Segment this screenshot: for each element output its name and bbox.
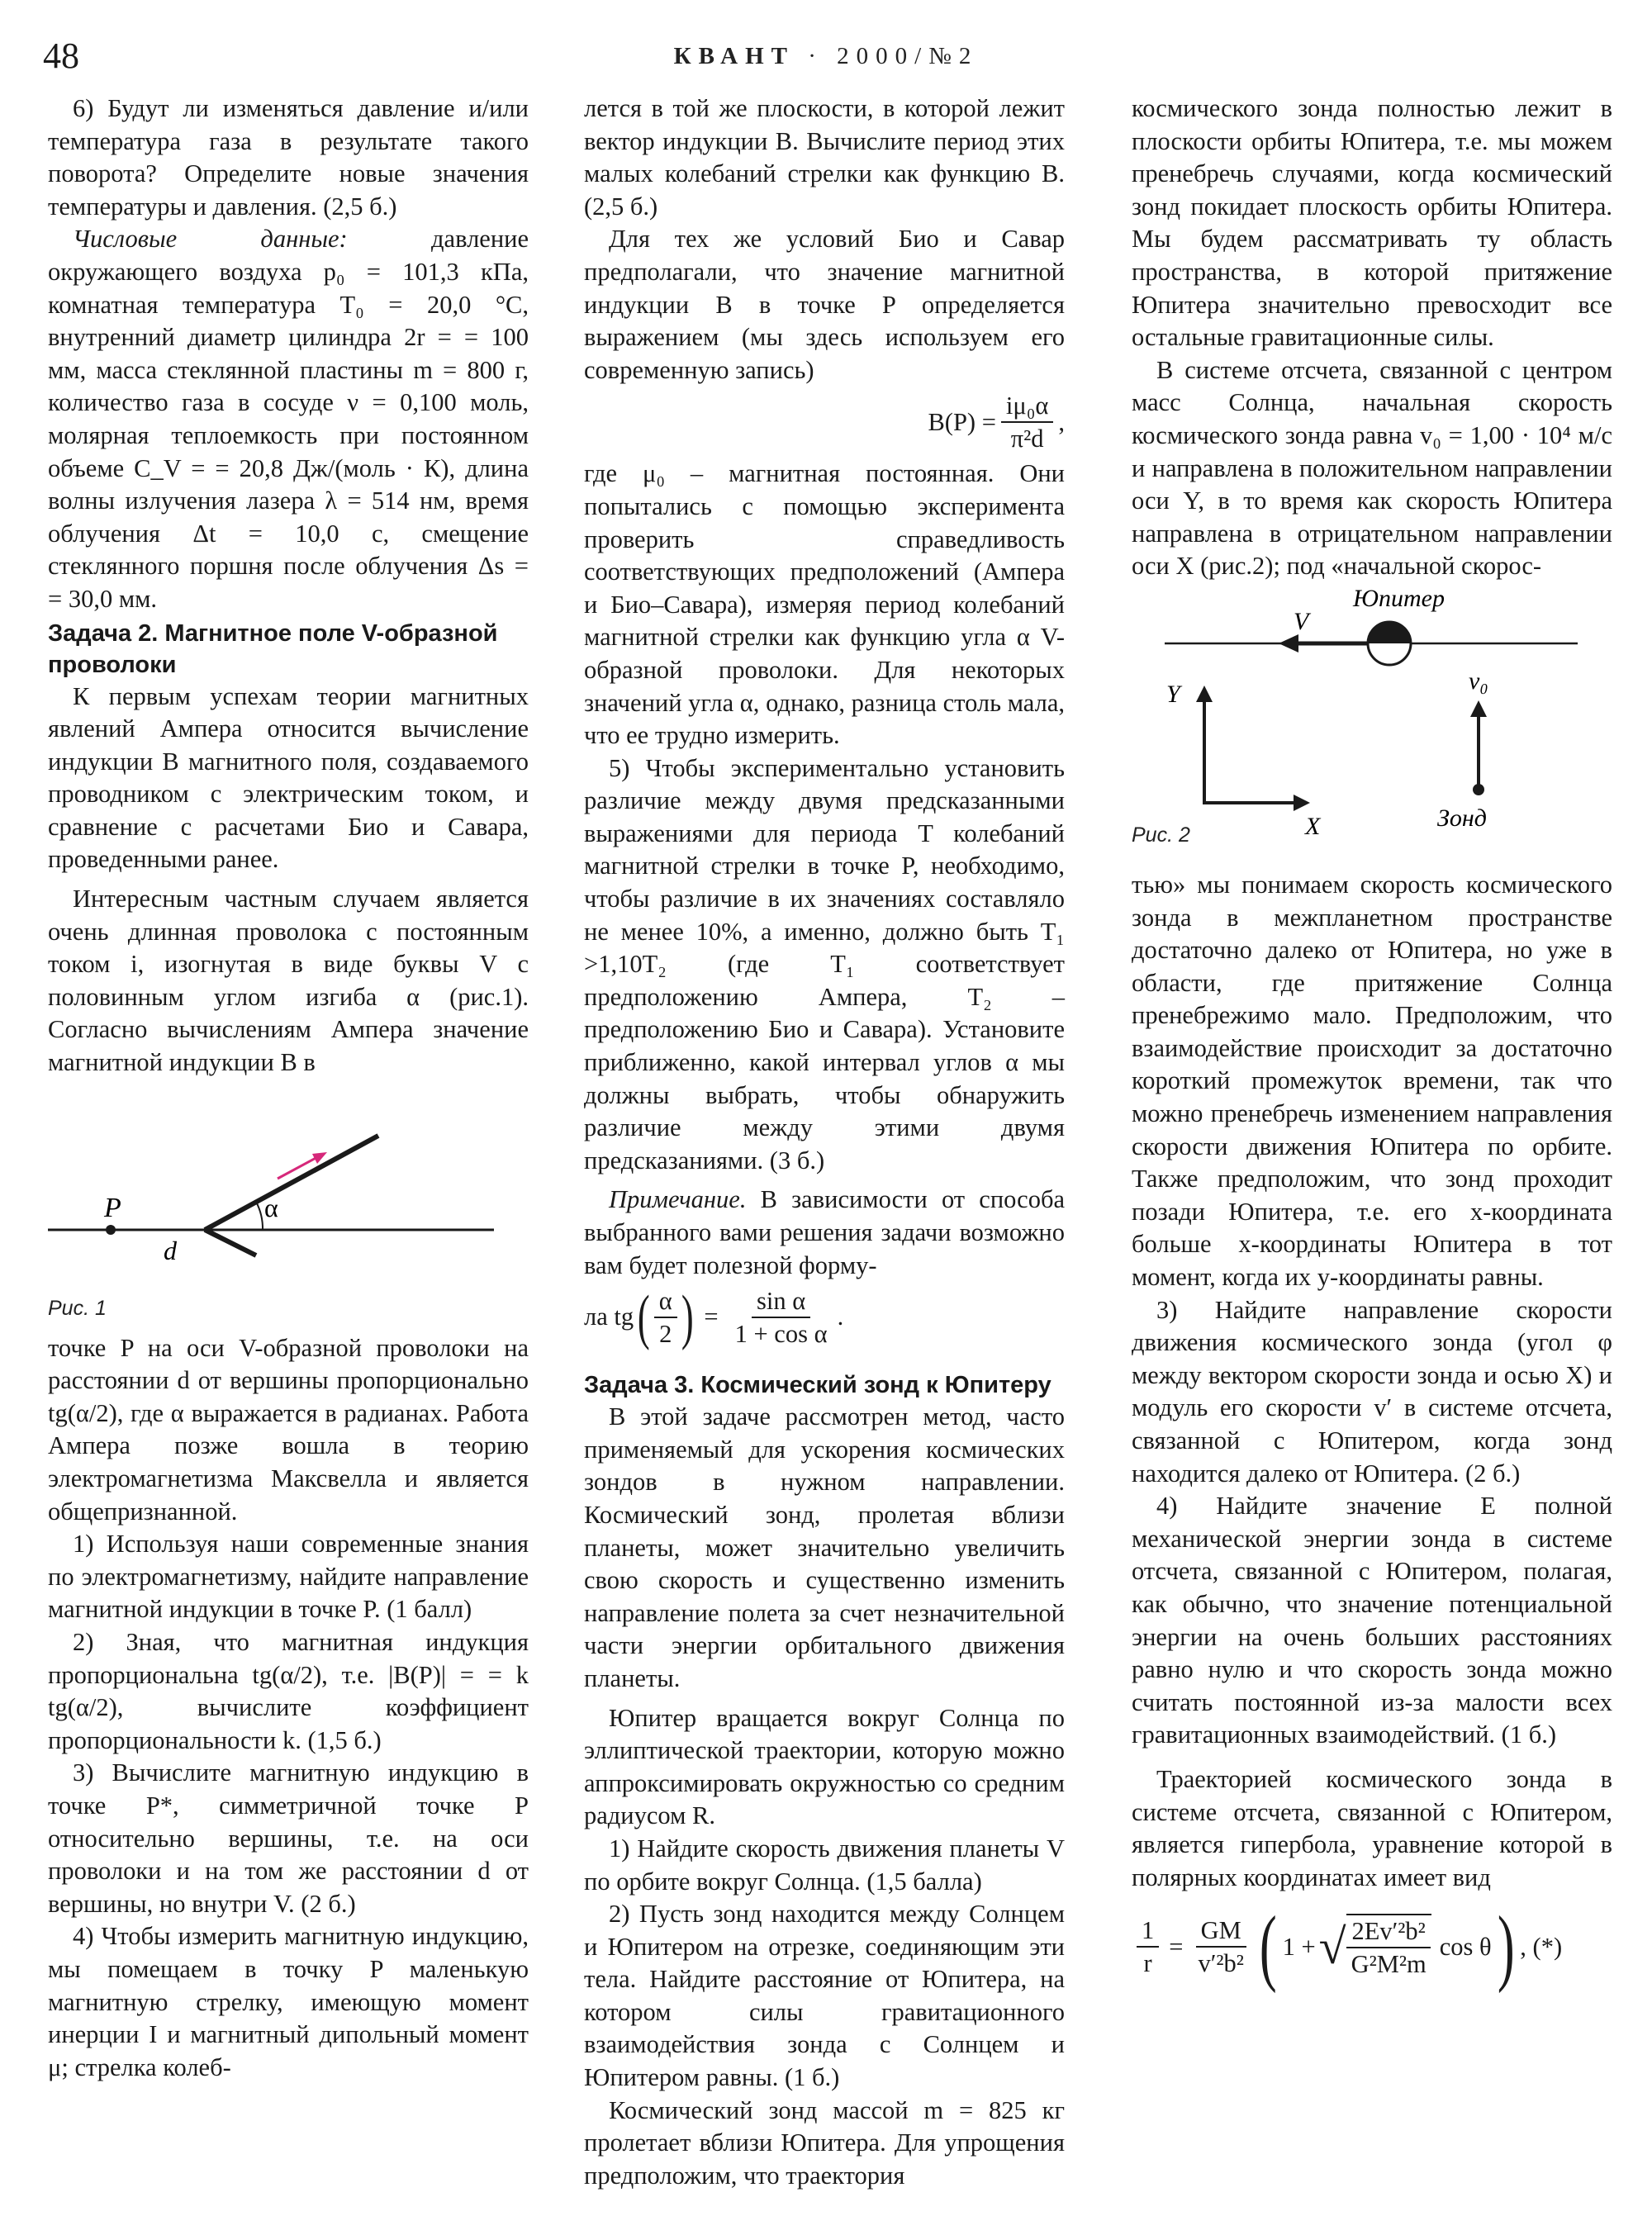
paragraph: лется в той же плоскости, в которой лежит вектор индукции B. Вычислите период этих малых колебаний стрелки как функцию B. (2,5 б.) xyxy=(584,94,1065,221)
eq-equals: = xyxy=(1169,1932,1184,1961)
formula-rhs-fraction xyxy=(730,1285,833,1350)
angle-arc xyxy=(256,1202,263,1230)
paren-open: ( xyxy=(638,1284,650,1352)
paragraph-note xyxy=(584,1184,1065,1282)
eq-cos: cos θ xyxy=(1439,1932,1492,1961)
figure-1-caption: Рис. 1 xyxy=(48,1296,107,1320)
paragraph: 5) Чтобы экспериментально установить различие между двумя предсказанными выражениями для периода T колебаний магнитной стрелки в точке P, необходимо, чтобы различие в их значениях составляло не менее 10%, а именно, должно быть T₁ >1,10T₂ (где T₁ соответствует предположению Ампера, T₂ – предположению Био и Савара). Установите приближенно, какой интервал углов α мы должны выбрать, чтобы обнаружить различие между этими двумя предсказаниями. (3 б.) xyxy=(584,753,1065,1174)
paragraph: К первым успехам теории магнитных явлений Ампера относится вычисление индукции B магнитного поля, создаваемого проводником с электрическим током, и сравнение с расчетами Био и Савара, проведенными ранее. xyxy=(48,681,529,874)
paragraph: 2) Зная, что магнитная индукция пропорциональна tg(α/2), т.е. |B(P)| = = k tg(α/2), вычислите коэффициент пропорциональности k. (1,5 б.) xyxy=(48,1627,529,1754)
paragraph: космического зонда полностью лежит в плоскости орбиты Юпитера, т.е. мы можем пренебречь случаями, когда космический зонд покидает плоскость орбиты Юпитера. Мы будем рассматривать ту область пространства, в которой притяжение Юпитера значительно превосходит все остальные гравитационные силы. xyxy=(1132,94,1612,352)
probe-marker xyxy=(1473,784,1484,795)
axis-X-arrowhead xyxy=(1294,795,1310,811)
page-number: 48 xyxy=(43,36,79,76)
eq-lhs-fraction xyxy=(1137,1915,1159,1979)
jupiter-shade xyxy=(1368,622,1411,643)
task2-title: Задача 2. Магнитное поле V-образной проволоки xyxy=(48,619,498,678)
task3-title: Задача 3. Космический зонд к Юпитеру xyxy=(584,1372,1051,1399)
probe-velocity-arrowhead xyxy=(1470,700,1487,717)
formula-numerator: iμ₀α xyxy=(1001,390,1053,423)
paragraph: 6) Будут ли изменяться давление и/или температура газа в результате такого поворота? Определите новые значения температуры и давления. (2,5 б.) xyxy=(48,94,529,221)
paragraph: Юпитер вращается вокруг Солнца по эллиптической траектории, которую можно аппроксимировать окружностью со средним радиусом R. xyxy=(584,1703,1065,1830)
formula-tail: , xyxy=(1058,407,1065,436)
formula-end: . xyxy=(837,1303,844,1331)
numeric-data-body: давление окружающего воздуха p₀ = 101,3 кПа, комнатная температура T₀ = 20,0 °С, внутренний диаметр цилиндра 2r = = 100 мм, масса стеклянной пластины m = 800 г, количество газа в сосуде ν = 0,100 моль, молярная теплоемкость при постоянном объеме C_V = = 20,8 Дж/(моль · К), длина волны излучения лазера λ = 514 нм, время облучения Δt = 10,0 с, смещение стеклянного поршня после облучения Δs = = 30,0 мм. xyxy=(48,225,529,613)
wire-lower xyxy=(205,1230,256,1255)
formula-biot-savart xyxy=(584,390,1065,454)
paragraph: тью» мы понимаем скорость космического зонда в межпланетном пространстве достаточно далеко от Юпитера, но уже в области, где притяжение Солнца пренебрежимо мало. Предположим, что взаимодействие происходит за достаточно короткий промежуток времени, так что можно пренебречь изменением направления скорости движения Юпитера по орбите. Также предположим, что зонд проходит позади Юпитера, т.е. его x-координата больше x-координаты Юпитера в тот момент, когда их y-координаты равны. xyxy=(1132,870,1612,1292)
running-head xyxy=(0,43,1652,70)
eq-root-numerator: 2Ev′²b² xyxy=(1346,1915,1430,1948)
wire-upper xyxy=(205,1136,378,1230)
paragraph: 4) Чтобы измерить магнитную индукцию, мы помещаем в точку P маленькую магнитную стрелку, имеющую момент инерции I и магнитный дипольный момент μ; стрелка колеб- xyxy=(48,1922,529,2081)
eq-root-fraction xyxy=(1346,1914,1431,1980)
eq-lhs-denominator: r xyxy=(1143,1949,1152,1978)
paragraph-numeric-data xyxy=(48,223,529,615)
note-lead: Примечание. xyxy=(609,1185,747,1214)
paragraph: В этой задаче рассмотрен метод, часто применяемый для ускорения космических зондов в нужном направлении. Космический зонд, пролетая вблизи планеты, может значительно увеличить свою скорость и существенно изменить направление полета за счет незначительной части энергии орбитального движения планеты. xyxy=(584,1402,1065,1692)
paragraph: Интересным частным случаем является очень длинная проволока с постоянным током i, изогнутая в виде буквы V с половинным углом изгиба α (рис.1). Согласно вычислениям Ампера значение магнитной индукции B в xyxy=(48,885,529,1077)
label-P: P xyxy=(104,1192,121,1223)
paragraph: где μ₀ – магнитная постоянная. Они попытались с помощью эксперимента проверить справедливость соответствующих предположений (Ампера и Био–Савара), измеряя период колебаний магнитной стрелки как функцию угла α V-образной проволоки. Для некоторых значений угла α, однако, разница столь мала, что ее трудно измерить. xyxy=(584,459,1065,750)
formula-hyperbola xyxy=(1132,1899,1612,1995)
point-P-marker xyxy=(106,1225,116,1235)
eq-tag: , (*) xyxy=(1520,1932,1563,1961)
formula-half-angle xyxy=(584,1285,1065,1350)
formula-arg-fraction xyxy=(654,1285,677,1350)
formula-rhs-numerator: sin α xyxy=(752,1285,810,1318)
column-right xyxy=(1132,93,1612,1993)
paragraph: Для тех же условий Био и Савар предполагали, что значение магнитной индукции B в точке P определяется выражением (мы здесь используем его современную запись) xyxy=(584,225,1065,384)
eq-root-denominator: G²M²m xyxy=(1351,1950,1427,1979)
eq-gm-fraction xyxy=(1193,1915,1248,1979)
paragraph: 2) Пусть зонд находится между Солнцем и Юпитером на отрезке, соединяющим эти тела. Найдите расстояние от Юпитера, на котором силы гравитационного взаимодействия зонда с Солнцем и Юпитером равны. (1 б.) xyxy=(584,1900,1065,2092)
label-V: V xyxy=(1294,607,1309,635)
eq-one-plus: 1 + xyxy=(1282,1932,1316,1961)
formula-denominator: π²d xyxy=(1010,425,1044,453)
column-left xyxy=(48,93,529,2084)
label-X: X xyxy=(1305,812,1321,838)
column-middle xyxy=(584,93,1065,2192)
current-arrow xyxy=(278,1156,319,1179)
paragraph: 1) Используя наши современные знания по электромагнетизму, найдите направление магнитной индукции в точке P. (1 балл) xyxy=(48,1530,529,1624)
formula-fraction xyxy=(1001,390,1053,454)
formula-lhs: B(P) = xyxy=(928,407,996,436)
paragraph: В системе отсчета, связанной с центром масс Солнца, начальная скорость космического зонда равна v₀ = 1,00 · 10⁴ м/с и направлена в положительном направлении оси Y, в то время как скорость Юпитера направлена в отрицательном направлении оси X (рис.2); под «начальной скорос- xyxy=(1132,355,1612,581)
figure-2-diagram xyxy=(1132,590,1612,838)
paragraph: 3) Найдите направление скорости движения космического зонда (угол φ между вектором скорости зонда и осью X) и модуль его скорости v′ в системе отсчета, связанной с Юпитером, когда зонд находится далеко от Юпитера. (2 б.) xyxy=(1132,1295,1612,1488)
label-d: d xyxy=(164,1235,177,1265)
figure-2 xyxy=(1132,590,1612,862)
eq-paren-open: ( xyxy=(1259,1899,1277,1995)
eq-sqrt-sign: √ xyxy=(1318,1919,1346,1974)
formula-equals: = xyxy=(704,1303,719,1331)
paren-close: ) xyxy=(681,1284,694,1352)
eq-gm-numerator: GM xyxy=(1196,1915,1246,1948)
eq-lhs-numerator: 1 xyxy=(1137,1915,1159,1948)
formula-arg-denominator: 2 xyxy=(659,1320,672,1349)
eq-paren-close: ) xyxy=(1497,1899,1515,1995)
figure-1 xyxy=(48,1086,529,1326)
label-alpha: α xyxy=(264,1192,278,1222)
formula-arg-numerator: α xyxy=(654,1285,677,1318)
journal-title: КВАНТ xyxy=(673,43,795,69)
note-body: В зависимости от способа выбранного вами решения задачи возможно вам будет полезной форму- xyxy=(584,1185,1065,1279)
paragraph: Траекторией космического зонда в системе отсчета, связанной с Юпитером, является гипербола, уравнение которой в полярных координатах имеет вид xyxy=(1132,1764,1612,1891)
paragraph: Космический зонд массой m = 825 кг пролетает вблизи Юпитера. Для упрощения предположим, что траектория xyxy=(584,2095,1065,2190)
label-jupiter: Юпитер xyxy=(1353,589,1445,612)
eq-gm-denominator: v′²b² xyxy=(1198,1949,1244,1978)
axis-Y-arrowhead xyxy=(1196,686,1213,702)
paragraph: 4) Найдите значение E полной механической энергии зонда в системе отсчета, связанной с Юпитером, полагая, как обычно, что значение потенциальной энергии на очень больших расстояниях равно нулю и что скорость зонда можно считать постоянной из-за малости всех гравитационных взаимодействий. (1 б.) xyxy=(1132,1492,1612,1749)
paragraph: точке P на оси V-образной проволоки на расстоянии d от вершины пропорционально tg(α/2), где α выражается в радианах. Работа Ампера позже вошла в теорию электромагнетизма Максвелла и является общепризнанной. xyxy=(48,1333,529,1526)
velocity-V-arrowhead xyxy=(1279,634,1298,652)
figure-2-caption: Рис. 2 xyxy=(1132,823,1190,847)
label-v0: v₀ xyxy=(1469,667,1488,695)
label-probe: Зонд xyxy=(1437,804,1487,832)
paragraph: 1) Найдите скорость движения планеты V по орбите вокруг Солнца. (1,5 балла) xyxy=(584,1834,1065,1896)
journal-issue: · 2000/№2 xyxy=(808,43,979,69)
paragraph: 3) Вычислите магнитную индукцию в точке P*, симметричной точке P относительно вершины, т.е. на оси проволоки и на том же расстоянии d от вершины, но внутри V. (2 б.) xyxy=(48,1758,529,1918)
figure-1-diagram xyxy=(48,1086,529,1284)
numeric-data-lead: Числовые данные: xyxy=(73,225,348,254)
label-Y: Y xyxy=(1166,680,1180,708)
formula-prefix: ла tg xyxy=(584,1303,634,1331)
formula-rhs-denominator: 1 + cos α xyxy=(734,1320,828,1349)
